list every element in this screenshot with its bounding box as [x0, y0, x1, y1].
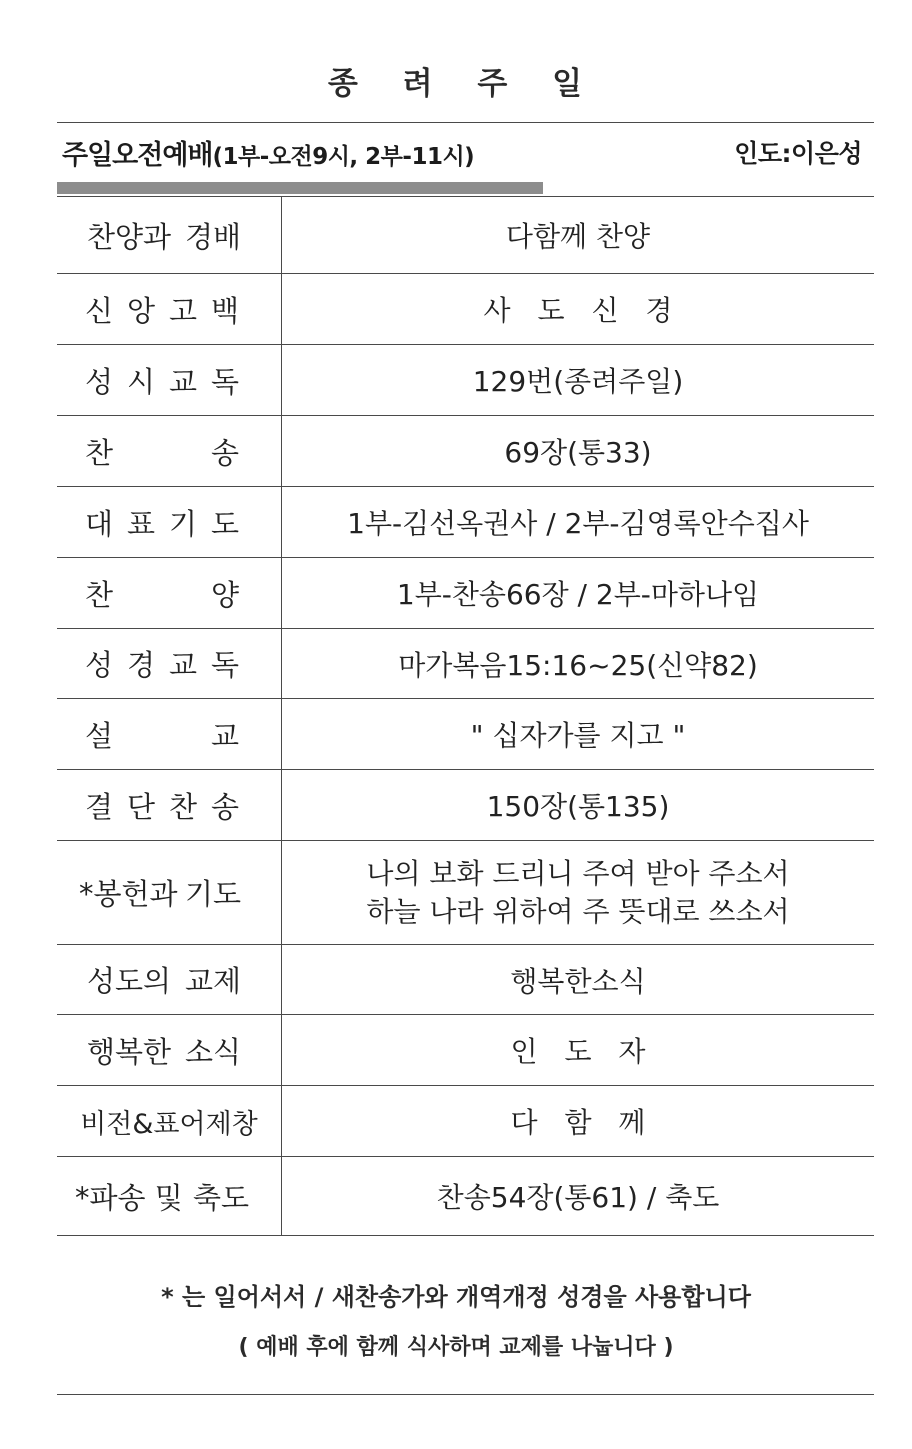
order-row-choir	[57, 558, 874, 629]
label-part: 찬	[85, 435, 114, 470]
order-label	[57, 841, 282, 945]
service-times: (1부-오전9시, 2부-11시)	[212, 143, 475, 170]
order-row-announcements	[57, 1015, 874, 1086]
order-label	[57, 1015, 282, 1086]
order-value: 마가복음15:16~25(신약82)	[282, 629, 875, 699]
label-part: 앙	[126, 293, 155, 328]
label-part: 경배	[184, 219, 241, 254]
label-part: 시	[126, 364, 155, 399]
order-value: 찬송54장(통61) / 축도	[282, 1157, 875, 1236]
order-row-response-hymn	[57, 770, 874, 841]
order-value: 129번(종려주일)	[282, 345, 875, 416]
label-text: 비전&표어제창	[80, 1108, 258, 1140]
label-part: 설	[85, 718, 114, 753]
label-part: 신	[85, 293, 114, 328]
label-part: 송	[210, 435, 239, 470]
label-part: 교제	[184, 964, 241, 998]
label-part: 양	[210, 577, 239, 612]
page-title: 종 려 주 일	[327, 66, 585, 102]
offering-hymn-line: 하늘 나라 위하여 주 뜻대로 쓰소서	[366, 894, 790, 928]
order-label	[57, 197, 282, 274]
order-value: 인 도 자	[282, 1015, 875, 1086]
label-part: 백	[210, 293, 239, 328]
order-value: 다 함 께	[282, 1086, 875, 1157]
standing-note: * 는 일어서서 / 새찬송가와 개역개정 성경을 사용합니다	[161, 1283, 751, 1311]
order-row-praise	[57, 197, 874, 274]
label-part: 고	[168, 293, 197, 328]
service-header	[62, 130, 862, 174]
label-part: 소식	[184, 1034, 241, 1069]
label-part: 찬	[168, 789, 197, 824]
service-leader: 인도:이은성	[734, 139, 862, 168]
order-row-psalm-reading	[57, 345, 874, 416]
meal-note: ( 예배 후에 함께 식사하며 교제를 나눕니다 )	[238, 1335, 674, 1360]
order-of-worship-table	[57, 196, 874, 1236]
order-label	[57, 699, 282, 770]
label-part: 독	[210, 364, 239, 399]
order-label	[57, 274, 282, 345]
order-label	[57, 1086, 282, 1157]
label-part: 표	[126, 506, 155, 541]
order-row-fellowship	[57, 945, 874, 1015]
order-row-scripture	[57, 629, 874, 699]
order-value: 150장(통135)	[282, 770, 875, 841]
label-part: *봉헌과	[79, 877, 178, 911]
service-heading	[62, 133, 474, 172]
label-part: 송	[210, 789, 239, 824]
label-part: 결	[85, 789, 114, 824]
order-row-benediction	[57, 1157, 874, 1236]
order-label	[57, 416, 282, 487]
label-part: 성	[85, 648, 114, 682]
header-top-rule	[57, 122, 874, 123]
label-part: 성	[85, 364, 114, 399]
label-part: 대	[85, 506, 114, 541]
order-value: " 십자가를 지고 "	[282, 699, 875, 770]
label-part: 축도	[192, 1180, 249, 1215]
order-label	[57, 629, 282, 699]
order-value: 행복한소식	[282, 945, 875, 1015]
order-value: 사 도 신 경	[282, 274, 875, 345]
label-part: 행복한	[87, 1034, 172, 1069]
order-row-hymn	[57, 416, 874, 487]
order-label	[57, 558, 282, 629]
label-part: 기도	[184, 877, 241, 911]
label-part: 찬양과	[87, 219, 172, 254]
label-part: 교	[210, 718, 239, 753]
title-underline-bar	[57, 182, 543, 194]
service-name: 주일오전예배	[62, 139, 213, 171]
order-value: 다함께 찬양	[282, 197, 875, 274]
order-label	[57, 487, 282, 558]
label-part: 독	[210, 648, 239, 682]
label-part: 교	[168, 648, 197, 682]
order-row-prayer	[57, 487, 874, 558]
order-value: 1부-찬송66장 / 2부-마하나임	[282, 558, 875, 629]
order-label	[57, 770, 282, 841]
order-row-creed	[57, 274, 874, 345]
label-part: 도	[210, 506, 239, 541]
order-value: 69장(통33)	[282, 416, 875, 487]
label-part: *파송 및	[75, 1180, 183, 1215]
label-part: 성도의	[87, 964, 172, 998]
order-row-offering	[57, 841, 874, 945]
offering-hymn-line: 나의 보화 드리니 주여 받아 주소서	[366, 856, 790, 890]
label-part: 기	[168, 506, 197, 541]
label-part: 단	[126, 789, 155, 824]
order-label	[57, 345, 282, 416]
order-row-sermon	[57, 699, 874, 770]
bottom-rule	[57, 1394, 874, 1395]
label-part: 찬	[85, 577, 114, 612]
label-part: 경	[126, 648, 155, 682]
order-value: 1부-김선옥권사 / 2부-김영록안수집사	[282, 487, 875, 558]
label-part: 교	[168, 364, 197, 399]
order-row-vision-motto	[57, 1086, 874, 1157]
order-label	[57, 1157, 282, 1236]
order-label	[57, 945, 282, 1015]
order-value	[282, 841, 875, 945]
